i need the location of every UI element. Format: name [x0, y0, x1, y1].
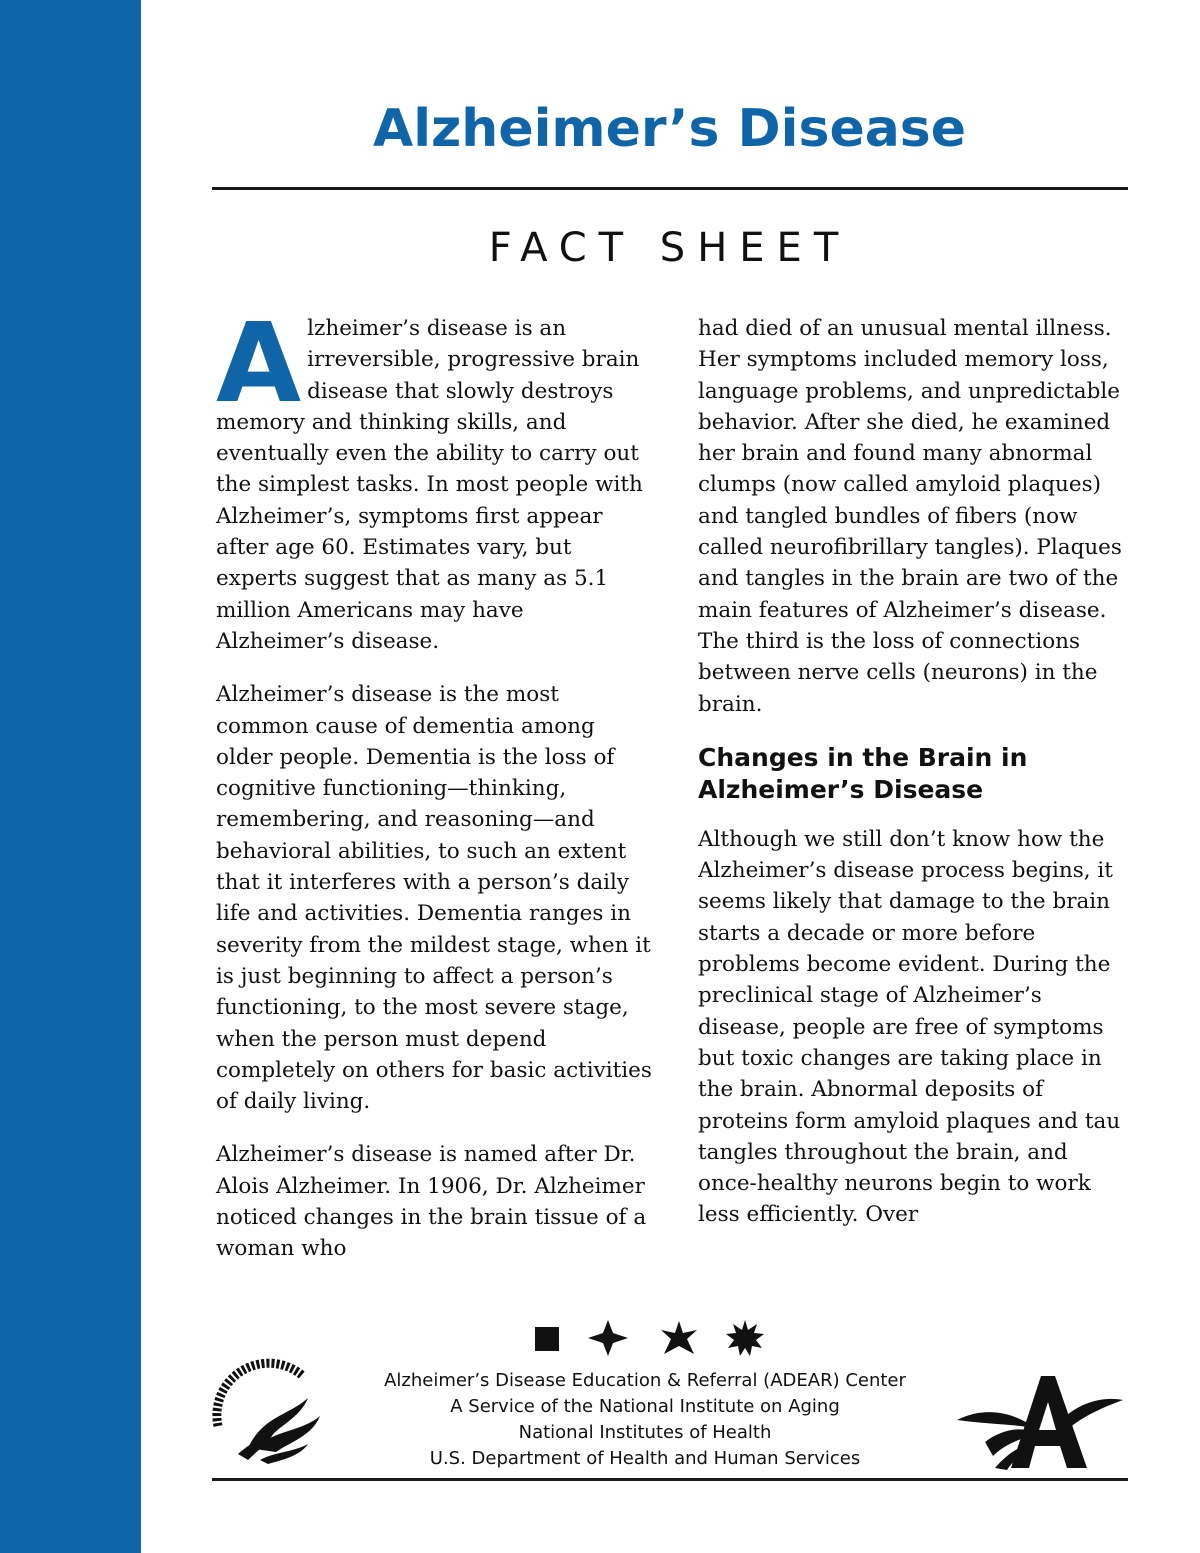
page-subtitle: FACT SHEET: [488, 225, 851, 271]
section-heading: Changes in the Brain in Alzheimer’s Disease: [698, 742, 1028, 804]
footer-divider: [212, 1478, 1128, 1481]
drop-cap: A: [216, 299, 302, 427]
dementia-paragraph: Alzheimer’s disease is the most common cause of dementia among older people. Dementia is the loss of cognitive functioning—thinking, remembering, and reasoning—and behavioral abilities, to such an extent that it interferes with a person’s daily life and activities. Dementia ranges in severity from the mildest stage, when it is just beginning to affect a person’s functioning, to the most severe stage, when the person must depend completely on others for basic activities of daily living.: [216, 682, 652, 1115]
footer-line-center: Alzheimer’s Disease Education & Referral (ADEAR) Center: [384, 1370, 906, 1391]
diamond-star-icon: [588, 1320, 628, 1356]
burst-icon: [726, 1320, 764, 1356]
history-paragraph: Alzheimer’s disease is named after Dr. Alois Alzheimer. In 1906, Dr. Alzheimer noticed changes in the brain tissue of a woman who: [216, 1142, 647, 1262]
intro-paragraph-text: lzheimer’s disease is an irreversible, progressive brain disease that slowly destroys memory and thinking skills, and eventually even the ability to carry out the simplest tasks. In most people with Alzheimer’s, symptoms first appear after age 60. Estimates vary, but experts suggest that as many as 5.1 million Americans may have Alzheimer’s disease.: [216, 316, 643, 654]
square-icon: [534, 1320, 560, 1356]
decorative-symbols: [530, 1320, 770, 1356]
right-column: [698, 313, 1123, 1253]
brain-changes-paragraph: Although we still don’t know how the Alzheimer’s disease process begins, it seems likely that damage to the brain starts a decade or more before problems become evident. During the preclinical stage of Alzheimer’s disease, people are free of symptoms but toxic changes are taking place in the brain. Abnormal deposits of proteins form amyloid plaques and tau tangles throughout the brain, and once-healthy neurons begin to work less efficiently. Over: [698, 826, 1121, 1228]
side-color-band: [0, 0, 141, 1553]
history-continued-paragraph: had died of an unusual mental illness. Her symptoms included memory loss, language problems, and unpredictable behavior. After she died, he examined her brain and found many abnormal clumps (now called amyloid plaques) and tangled bundles of fibers (now called neurofibrillary tangles). Plaques and tangles in the brain are two of the main features of Alzheimer’s disease. The third is the loss of connections between nerve cells (neurons) in the brain.: [698, 316, 1122, 717]
page-title: Alzheimer’s Disease: [372, 99, 967, 159]
title-divider: [212, 187, 1128, 190]
star-icon: [660, 1320, 698, 1356]
left-column: [216, 299, 656, 1287]
footer-line-nih: National Institutes of Health: [518, 1422, 772, 1443]
nia-logo-icon: [955, 1372, 1125, 1472]
footer-text: [300, 1368, 990, 1472]
footer-line-hhs: U.S. Department of Health and Human Services: [429, 1448, 861, 1469]
intro-paragraph: [216, 299, 656, 657]
footer-line-service: A Service of the National Institute on Aging: [450, 1396, 840, 1417]
